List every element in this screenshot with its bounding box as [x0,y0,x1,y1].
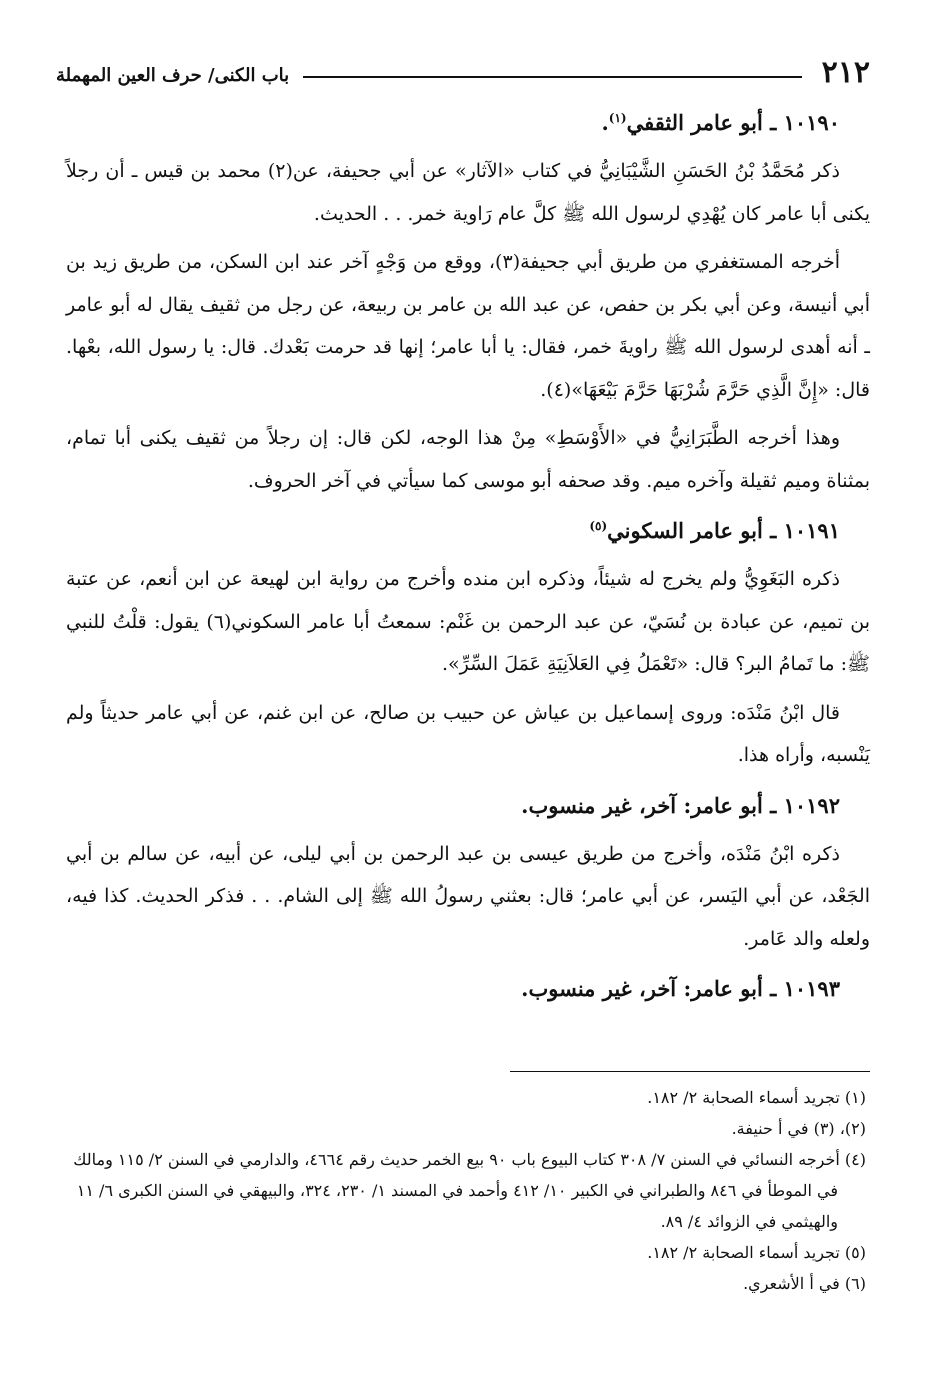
footnotes [66,1082,866,1299]
paragraph: ذكره البَغَوِيُّ ولم يخرج له شيئاً، وذكره ابن منده وأخرج من رواية ابن لهيعة عن ابن أنعم، عن عتبة بن تميم، عن عبادة بن نُسَيّ، عن عبد الرحمن بن غَنْم: سمعتُ أبا عامر السكوني(٦) يقول: قلْتُ للنبي ﷺ: ما تَمامُ البر؟ قال: «تَعْمَلُ فِي العَلاَنِيَةِ عَمَلَ السِّرِّ». [66,568,870,675]
entry-heading [66,966,870,1012]
entry-heading-tail: : آخر، غير منسوب. [521,792,692,818]
footnote: (٢)، (٣) في أ حنيفة. [731,1119,866,1138]
footnote-ref: (١) [608,111,627,125]
entry-heading-tail: . [601,110,609,135]
entry-heading-tail: : آخر، غير منسوب. [521,976,692,1001]
entry-heading-text: ١٠١٩١ ـ أبو عامر السكوني [607,518,840,543]
entry-heading [66,100,870,146]
paragraph: قال ابْنُ مَنْدَه: وروى إسماعيل بن عياش عن حبيب بن صالح، عن ابن غنم، عن أبي عامر حديثاً ولم يَنْسبه، وأراه هذا. [66,701,870,766]
footnote-ref: (٥) [589,519,608,533]
footnote: (١) تجريد أسماء الصحابة ٢/ ١٨٢. [647,1088,866,1107]
paragraph: أخرجه المستغفري من طريق أبي جحيفة(٣)، ووقع من وَجْهٍ آخر عند ابن السكن، من طريق زيد بن أبي أنيسة، وعن أبي بكر بن حفص، عن عبد الله بن عامر بن ربيعة، عن رجل من ثقيف يقال له أبو عامر ـ أنه أهدى لرسول الله ﷺ راويةَ خمر، فقال: يا أبا عامر؛ إنها قد حرمت بَعْدك. قال: يا رسول الله، بعْها. قال: «إِنَّ الَّذِي حَرَّمَ شُرْبَهَا حَرَّمَ بَيْعَهَا»(٤). [66,251,870,401]
page-header [56,44,870,88]
main-text [66,100,870,1016]
paragraph: وهذا أخرجه الطَّبَرَانِيُّ في «الأَوْسَطِ» مِنْ هذا الوجه، لكن قال: إن رجلاً من ثقيف يكنى أبا تمام، بمثناة وميم ثقيلة وآخره ميم. وقد صحفه أبو موسى كما سيأتي في آخر الحروف. [66,427,870,492]
entry-heading [66,783,870,829]
footnote: (٥) تجريد أسماء الصحابة ٢/ ١٨٢. [647,1243,866,1262]
footnote-divider [510,1071,870,1072]
entry-heading [66,508,870,554]
footnote: (٦) في أ الأشعري. [743,1274,866,1293]
footnote: (٤) أخرجه النسائي في السنن ٧/ ٣٠٨ كتاب البيوع باب ٩٠ بيع الخمر حديث رقم ٤٦٦٤، والدارمي في السنن ٢/ ١١٥ ومالك في الموطأ في ٨٤٦ والطبراني في الكبير ١٠/ ٤١٢ وأحمد في المسند ١/ ٢٣٠، ٣٢٤، والبيهقي في السنن الكبرى ٦/ ١١ والهيثمي في الزوائد ٤/ ٨٩. [73,1150,866,1231]
entry-heading-text: ١٠١٩٢ ـ أبو عامر [691,792,840,818]
paragraph: ذكر مُحَمَّدُ بْنُ الحَسَنِ الشَّيْبَانِيُّ في كتاب «الآثار» عن أبي جحيفة، عن(٢) محمد بن قيس ـ أن رجلاً يكنى أبا عامر كان يُهْدِي لرسول الله ﷺ كلَّ عام رَاوية خمر. . . الحديث. [66,160,870,225]
paragraph: ذكره ابْنُ مَنْدَه، وأخرج من طريق عيسى بن عبد الرحمن بن أبي ليلى، عن أبيه، عن سالم بن أبي الجَعْد، عن أبي اليَسر، عن أبي عامر؛ قال: بعثني رسولُ الله ﷺ إلى الشام. . . فذكر الحديث. كذا فيه، ولعله والد عَامر. [66,842,870,950]
entry-heading-text: ١٠١٩٣ ـ أبو عامر [691,976,840,1001]
header-rule [303,76,801,78]
page-number: ٢١٢ [821,55,870,90]
running-head: باب الكنى/ حرف العين المهملة [56,65,290,86]
entry-heading-text: ١٠١٩٠ ـ أبو عامر الثقفي [626,110,840,135]
